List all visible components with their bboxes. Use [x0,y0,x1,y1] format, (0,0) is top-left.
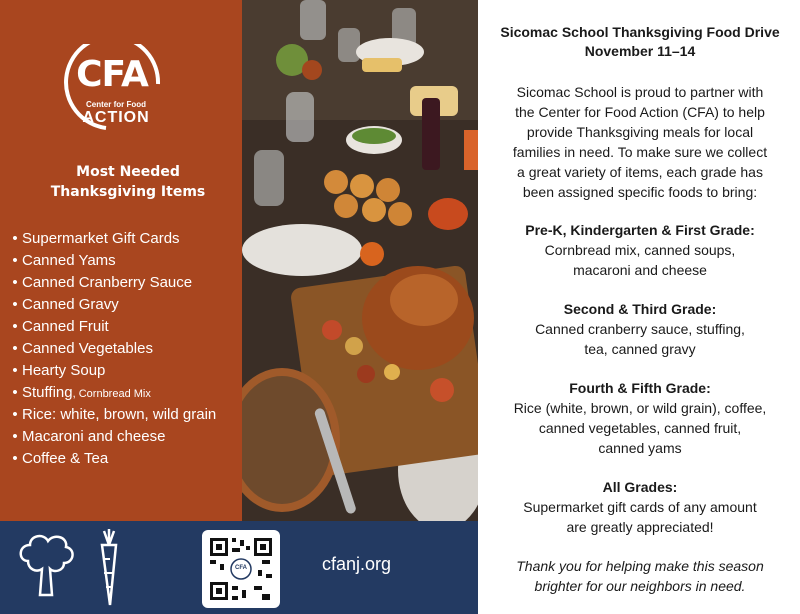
intro-line: the Center for Food Action (CFA) to help [515,104,765,120]
qr-code[interactable] [202,530,280,608]
item-subtext: , Cornbread Mix [72,388,151,400]
qr-center-label: CFA [235,565,247,571]
title-line-2: Thanksgiving Items [50,184,206,200]
list-item [8,316,240,338]
grade-line: Cornbread mix, canned soups, [544,242,736,258]
intro-line: families in need. To make sure we collect [512,144,768,160]
title-line-1: Most Needed [76,164,180,180]
grade-line: Rice (white, brown, or wild grain), coffee, [513,400,767,416]
grade-title: Second & Third Grade: [563,301,717,317]
feast-illustration [242,0,478,521]
item-text: Hearty Soup [22,362,106,379]
logo-action: ACTION [82,109,150,126]
item-text: Stuffing [22,384,73,401]
broccoli-icon [14,531,78,605]
left-panel [0,0,242,521]
bullet: • [12,274,18,291]
list-item [8,338,240,360]
cfa-logo [62,44,168,130]
list-item [8,294,240,316]
grade-line: canned yams [598,440,682,456]
item-text: Macaroni and cheese [22,428,166,445]
closing-line: Thank you for helping make this season [516,558,764,574]
list-item [8,404,240,426]
most-needed-title [30,162,226,202]
website-link[interactable]: cfanj.org [322,554,392,574]
item-text: Canned Vegetables [22,340,153,357]
list-item [8,250,240,272]
list-item [8,448,240,470]
grade-line: tea, canned gravy [584,341,696,357]
grade-line: macaroni and cheese [573,262,707,278]
bullet: • [12,428,18,445]
intro-line: a great variety of items, each grade has [517,164,763,180]
item-text: Supermarket Gift Cards [22,230,180,247]
needs-list [8,228,240,470]
logo-initials: CFA [76,54,148,95]
closing-line: brighter for our neighbors in need. [534,578,746,594]
list-item [8,382,240,404]
item-text: Coffee & Tea [22,450,109,467]
grade-line: Canned cranberry sauce, stuffing, [535,321,745,337]
intro-line: Sicomac School is proud to partner with [516,84,764,100]
logo-subtitle: Center for Food [86,100,146,109]
list-item [8,228,240,250]
item-text: Canned Gravy [22,296,119,313]
heading-line-2: November 11–14 [584,43,696,59]
bullet: • [12,252,18,269]
list-item [8,360,240,382]
bullet: • [12,450,18,467]
grade-line: Supermarket gift cards of any amount [523,499,757,515]
carrot-icon [92,527,126,609]
grade-title: All Grades: [602,479,678,495]
grade-title: Pre-K, Kindergarten & First Grade: [525,222,755,238]
item-text: Canned Fruit [22,318,109,335]
item-text: Canned Cranberry Sauce [22,274,193,291]
bullet: • [12,318,18,335]
item-text: Canned Yams [22,252,116,269]
intro-line: been assigned specific foods to bring: [522,184,758,200]
bullet: • [12,230,18,247]
bullet: • [12,406,18,423]
right-column [480,0,800,614]
bullet: • [12,384,18,401]
item-text: Rice: white, brown, wild grain [22,406,217,423]
intro-line: provide Thanksgiving meals for local [526,124,754,140]
list-item [8,426,240,448]
feast-photo [242,0,478,521]
grade-title: Fourth & Fifth Grade: [569,380,711,396]
heading-line-1: Sicomac School Thanksgiving Food Drive [500,24,780,40]
bullet: • [12,362,18,379]
grade-line: are greatly appreciated! [566,519,714,535]
bullet: • [12,340,18,357]
grade-line: canned vegetables, canned fruit, [538,420,742,436]
list-item [8,272,240,294]
bullet: • [12,296,18,313]
